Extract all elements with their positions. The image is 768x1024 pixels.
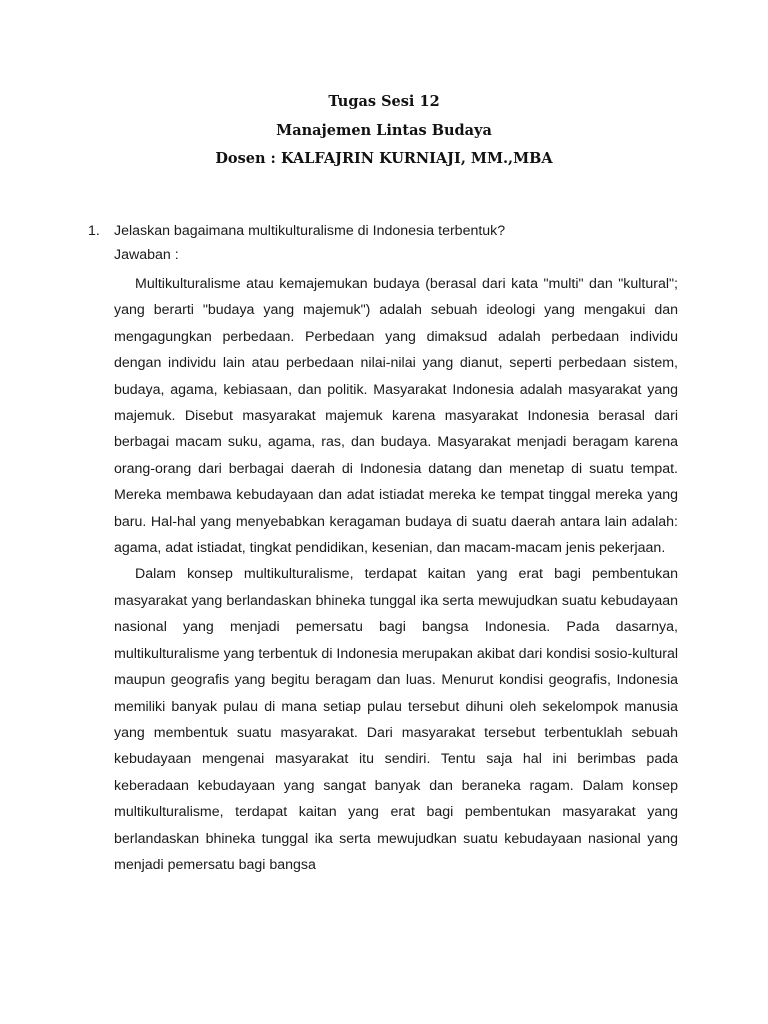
- answer-label: Jawaban :: [114, 247, 179, 263]
- answer-paragraph: Dalam konsep multikulturalisme, terdapat kaitan yang erat bagi pembentukan masyarakat yang berlandaskan bhineka tunggal ika serta mewujudkan suatu kebudayaan nasional yang menjadi pemersatu bagi bangsa Indonesia. Pada dasarnya, multikulturalisme yang terbentuk di Indonesia merupakan akibat dari kondisi sosio-kultural maupun geografis yang begitu beragam dan luas. Menurut kondisi geografis, Indonesia memiliki banyak pulau di mana setiap pulau tersebut dihuni oleh sekelompok manusia yang membentuk suatu masyarakat. Dari masyarakat tersebut terbentuklah sebuah kebudayaan mengenai masyarakat itu sendiri. Tentu saja hal ini berimbas pada keberadaan kebudayaan yang sangat banyak dan beraneka ragam. Dalam konsep multikulturalisme, terdapat kaitan yang erat bagi pembentukan masyarakat yang berlandaskan bhineka tunggal ika serta mewujudkan suatu kebudayaan nasional yang menjadi pemersatu bagi bangsa: [114, 566, 678, 873]
- answer-block: [114, 242, 678, 878]
- document-header: [0, 92, 768, 178]
- course-name: Manajemen Lintas Budaya: [276, 121, 492, 139]
- document-body: [88, 221, 678, 878]
- question-item: [88, 221, 678, 242]
- lecturer-name: Dosen : KALFAJRIN KURNIAJI, MM.,MBA: [215, 150, 553, 167]
- answer-paragraph: Multikulturalisme atau kemajemukan budaya (berasal dari kata "multi" dan "kultural"; yang berarti "budaya yang majemuk") adalah sebuah ideologi yang mengakui dan mengagungkan perbedaan. Perbedaan yang dimaksud adalah perbedaan individu dengan individu lain atau perbedaan nilai-nilai yang dianut, seperti perbedaan sistem, budaya, agama, kebiasaan, dan politik. Masyarakat Indonesia adalah masyarakat yang majemuk. Disebut masyarakat majemuk karena masyarakat Indonesia berasal dari berbagai macam suku, agama, ras, dan budaya. Masyarakat menjadi beragam karena orang-orang dari berbagai daerah di Indonesia datang dan menetap di suatu tempat. Mereka membawa kebudayaan dan adat istiadat mereka ke tempat tinggal mereka yang baru. Hal-hal yang menyebabkan keragaman budaya di suatu daerah antara lain adalah: agama, adat istiadat, tingkat pendidikan, kesenian, dan macam-macam jenis pekerjaan.: [114, 276, 678, 557]
- question-number: 1.: [88, 223, 100, 239]
- question-text: Jelaskan bagaimana multikulturalisme di Indonesia terbentuk?: [114, 223, 506, 239]
- document-title: Tugas Sesi 12: [328, 93, 440, 110]
